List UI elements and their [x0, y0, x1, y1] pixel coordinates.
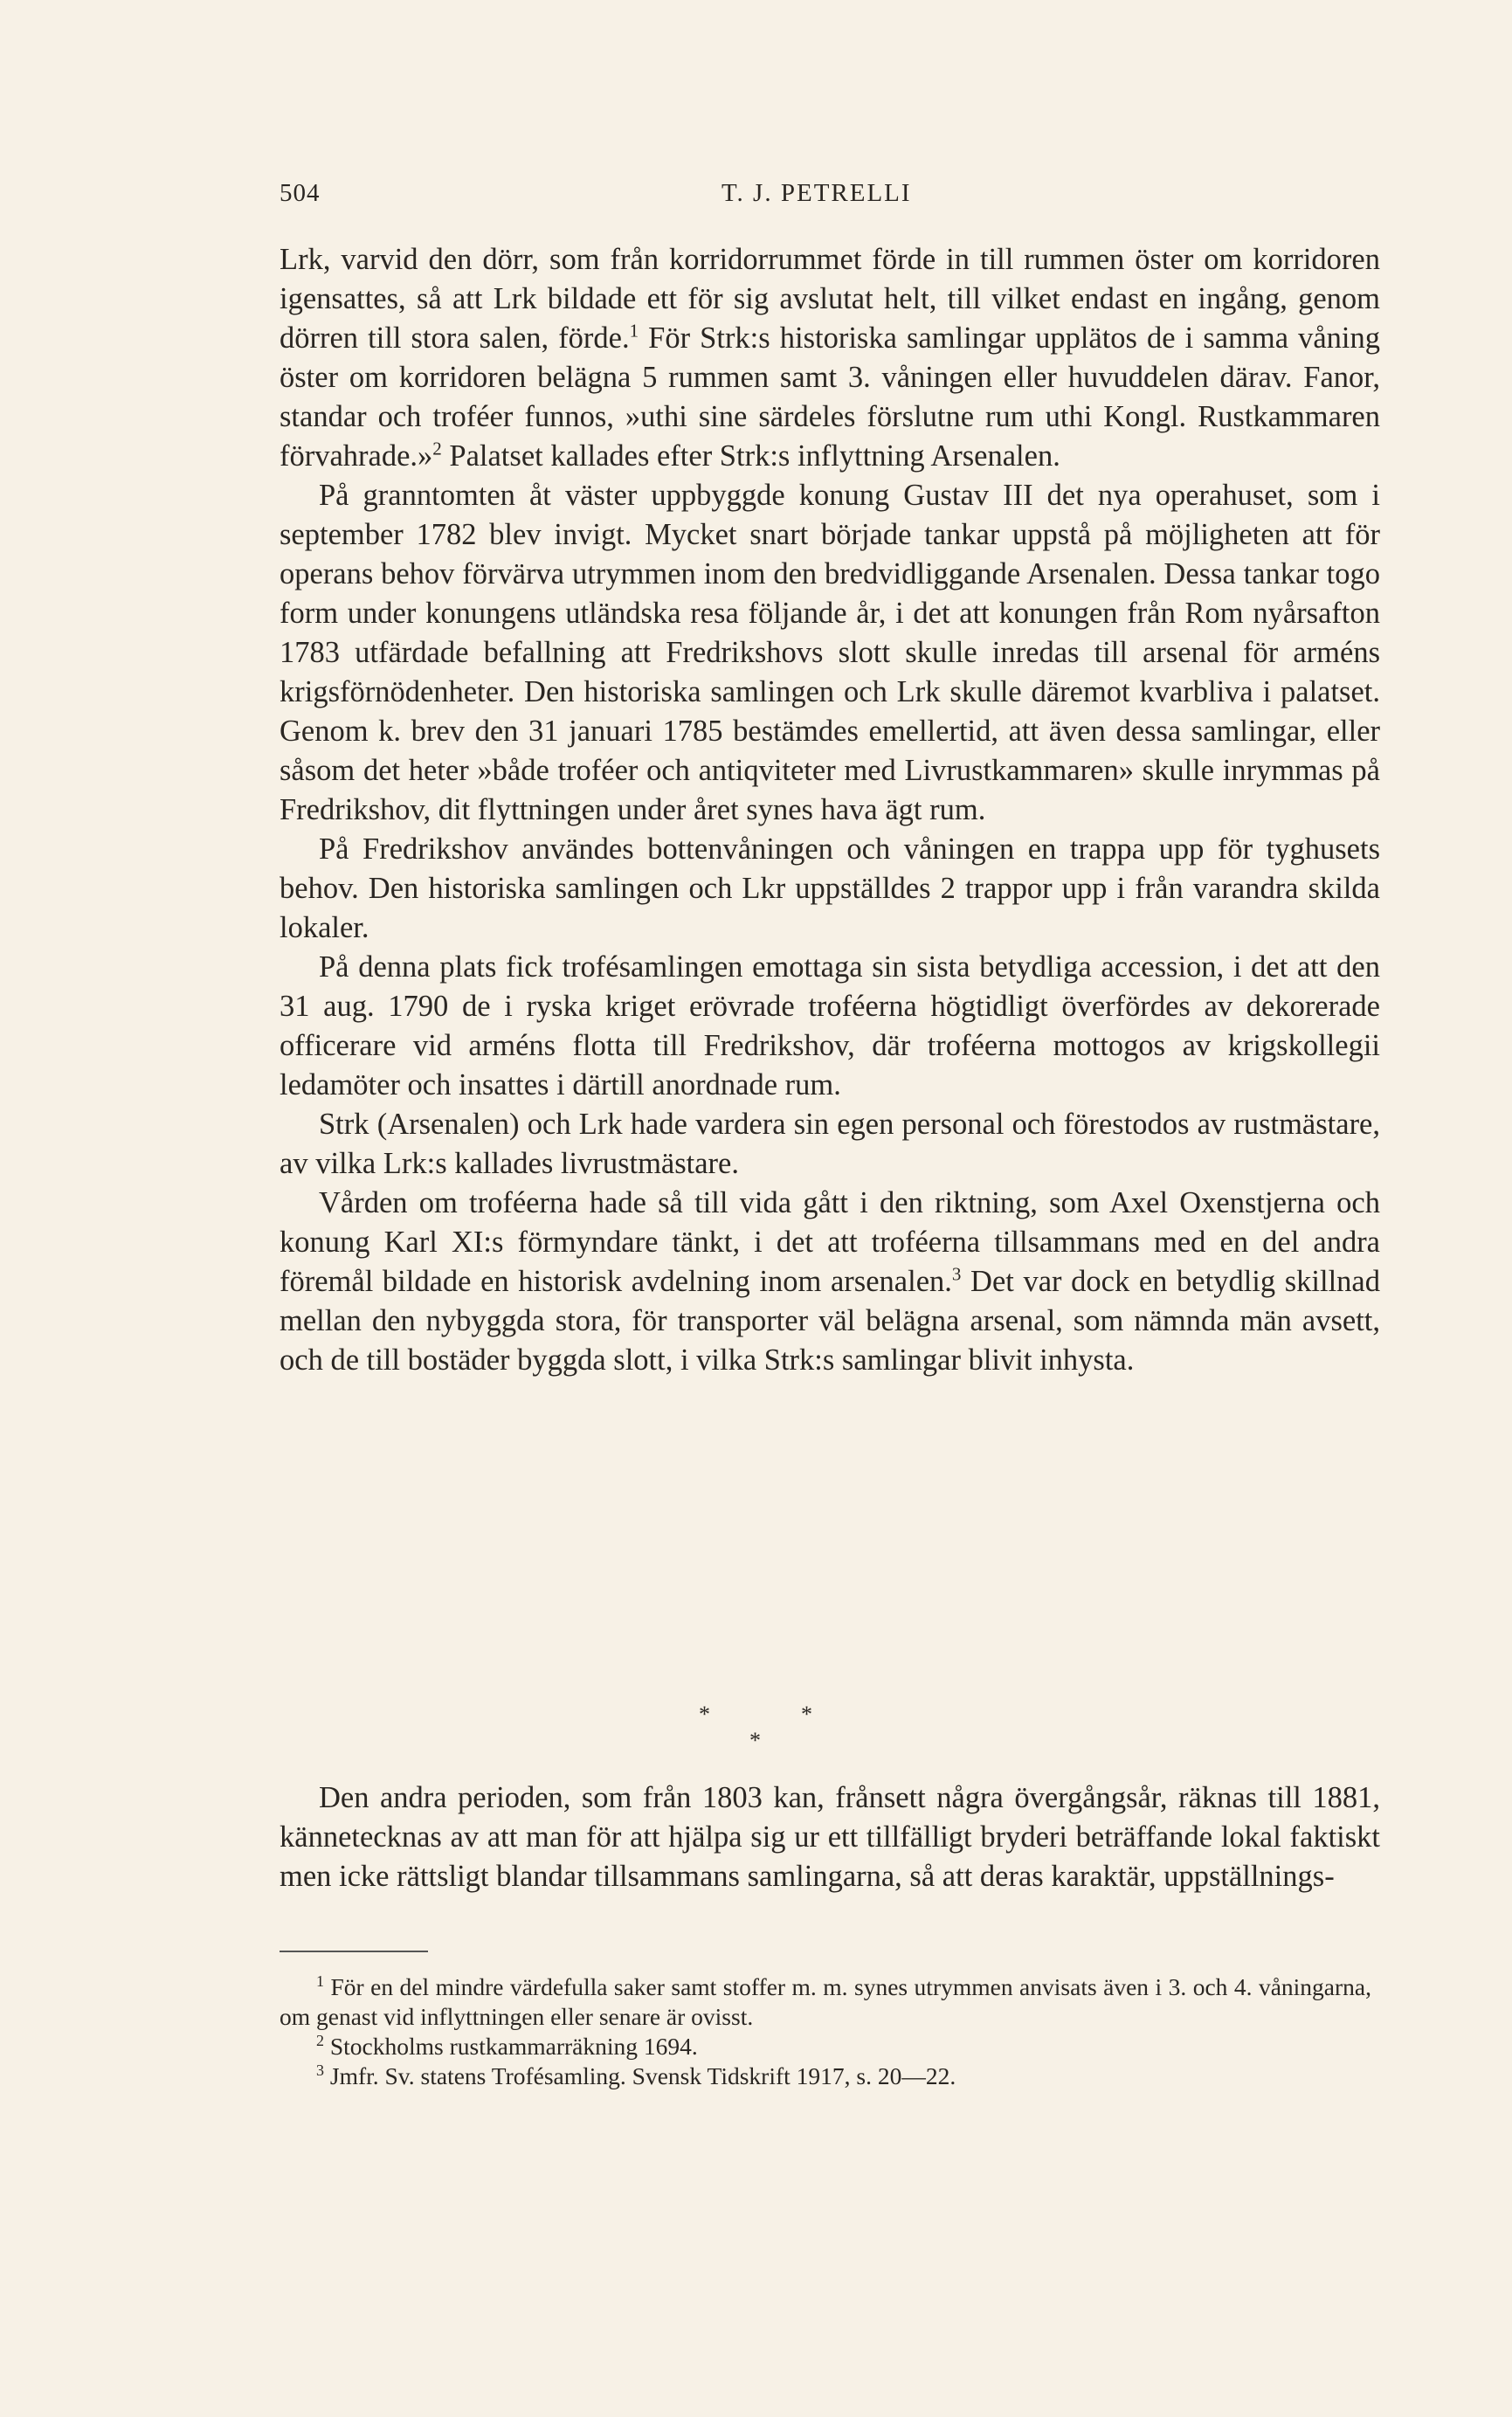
footnote-ref-1: 1	[629, 320, 639, 342]
section-separator	[699, 1702, 961, 1771]
main-text	[280, 240, 1380, 1380]
paragraph-3: På Fredrikshov användes bottenvåningen och våningen en trappa upp för tyghusets behov. Den historiska samlingen och Lkr uppställdes 2 trappor upp i från varandra skilda lokaler.	[280, 832, 1380, 944]
footnote-2: $^2$ Stockholms rustkammarräkning 1694.	[316, 2031, 698, 2060]
footnotes	[280, 1972, 1371, 2091]
paragraph-1: Lrk, varvid den dörr, som från korridorrummet förde in till rummen öster om korridoren igensattes, så att Lrk bildade ett för sig avslutat helt, till vilket endast en ingång, genom dörren till stora salen, förde.$^1$ För Strk:s historiska samlingar upplätos de i samma våning öster om korridoren belägna 5 rummen samt 3. våningen eller huvuddelen därav. Fanor, standar och troféer funnos, »uthi sine särdeles förslutne rum uthi Kongl. Rustkammaren förvahrade.»$^2$ Palatset kallades efter Strk:s inflyttning Arsenalen.	[280, 243, 1380, 473]
footnote-ref-3: 3	[951, 1263, 962, 1285]
paragraph-5: Strk (Arsenalen) och Lrk hade vardera sin egen personal och förestodos av rustmästare, av vilka Lrk:s kallades livrustmästare.	[280, 1108, 1380, 1180]
page-header	[280, 179, 1380, 214]
asterisk-right: *	[801, 1702, 812, 1727]
page-number: 504	[280, 179, 321, 207]
asterisk-bottom: *	[749, 1728, 761, 1753]
paragraph-4: På denna plats fick trofésamlingen emottaga sin sista betydliga accession, i det att den 31 aug. 1790 de i ryska kriget erövrade troféerna högtidligt överfördes av dekorerade officerare vid arméns flotta till Fredrikshov, där troféerna mottogos av krigskollegii ledamöter och insattes i därtill anordnade rum.	[280, 950, 1380, 1101]
section-2-text	[280, 1778, 1380, 1896]
paragraph-2: På granntomten åt väster uppbyggde konung Gustav III det nya operahuset, som i september 1782 blev invigt. Mycket snart började tankar uppstå på möjligheten att för operans behov förvärva utrymmen inom den bredvidliggande Arsenalen. Dessa tankar togo form under konungens utländska resa följande år, i det att konungen från Rom nyårsafton 1783 utfärdade befallning att Fredrikshovs slott skulle inredas till arsenal för arméns krigsförnödenheter. Den historiska samlingen och Lrk skulle däremot kvarbliva i palatset. Genom k. brev den 31 januari 1785 bestämdes emellertid, att även dessa samlingar, eller såsom det heter »både troféer och antiqviteter med Livrustkammaren» skulle inrymmas på Fredrikshov, dit flyttningen under året synes hava ägt rum.	[280, 479, 1380, 826]
footnote-ref-2: 2	[432, 438, 442, 459]
running-head: T. J. PETRELLI	[721, 179, 912, 207]
footnote-1: $^1$ För en del mindre värdefulla saker samt stoffer m. m. synes utrymmen anvisats även i 3. och 4. våningarna, om genast vid inflyttningen eller senare är ovisst.	[280, 1972, 1371, 2030]
asterisk-left: *	[699, 1702, 710, 1727]
footnote-3: $^3$ Jmfr. Sv. statens Trofésamling. Svensk Tidskrift 1917, s. 20—22.	[316, 2061, 956, 2089]
paragraph-6: Vården om troféerna hade så till vida gått i den riktning, som Axel Oxenstjerna och konung Karl XI:s förmyndare tänkt, i det att troféerna tillsammans med en del andra föremål bildade en historisk avdelning inom arsenalen.$^3$ Det var dock en betydlig skillnad mellan den nybyggda stora, för transporter väl belägna arsenal, som nämnda män avsett, och de till bostäder byggda slott, i vilka Strk:s samlingar blivit inhysta.	[280, 1186, 1380, 1377]
paragraph-7: Den andra perioden, som från 1803 kan, frånsett några övergångsår, räknas till 1881, kännetecknas av att man för att hjälpa sig ur ett tillfälligt bryderi beträffande lokal faktiskt men icke rättsligt blandar tillsammans samlingarna, så att deras karaktär, uppställnings-	[280, 1781, 1380, 1893]
footnote-rule	[280, 1951, 428, 1952]
